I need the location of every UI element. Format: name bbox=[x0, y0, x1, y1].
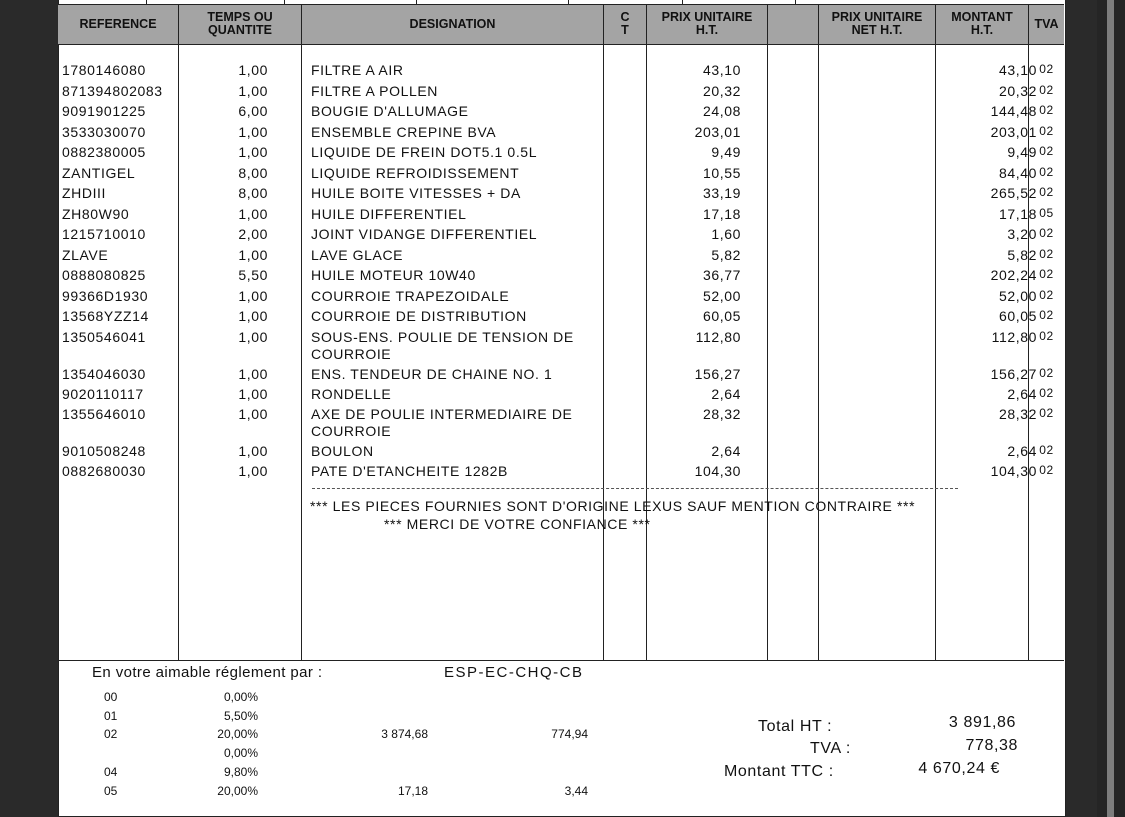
vat-row: 00 0,00% bbox=[104, 690, 258, 704]
header-tva: TVA bbox=[1034, 16, 1059, 31]
table-row: 99366D1930 1,00 COURROIE TRAPEZOIDALE 52,00 52,00 02 bbox=[62, 287, 1054, 304]
table-row: 1354046030 1,00 ENS. TENDEUR DE CHAINE NO. 1 156,27 156,27 02 bbox=[62, 366, 1054, 382]
header-amount: MONTANT H.T. bbox=[951, 10, 1013, 37]
header-net-price: PRIX UNITAIRE NET H.T. bbox=[831, 10, 923, 37]
total-ht-value: 3 891,86 bbox=[948, 714, 1016, 731]
invoice-page bbox=[58, 0, 1066, 817]
table-row: 9010508248 1,00 BOULON 2,64 2,64 02 bbox=[62, 443, 1054, 459]
table-row: 1215710010 2,00 JOINT VIDANGE DIFFERENTIEL 1,60 3,20 02 bbox=[62, 226, 1054, 242]
header-ct: C T bbox=[620, 10, 630, 37]
table-row: 871394802083 1,00 FILTRE A POLLEN 20,32 20,32 02 bbox=[62, 82, 1054, 99]
total-ht-label: Total HT : bbox=[758, 718, 833, 735]
tva-value: 778,38 bbox=[965, 737, 1018, 754]
payment-methods: ESP-EC-CHQ-CB bbox=[444, 664, 584, 681]
vat-row: 0,00% bbox=[223, 746, 258, 760]
table-row: 3533030070 1,00 ENSEMBLE CREPINE BVA 203,01 203,01 02 bbox=[62, 123, 1054, 140]
table-row: ZANTIGEL 8,00 LIQUIDE REFROIDISSEMENT 10,55 84,40 02 bbox=[62, 164, 1054, 181]
tva-label: TVA : bbox=[810, 740, 851, 757]
total-ttc-label: Montant TTC : bbox=[724, 763, 834, 780]
table-bottom-border bbox=[58, 660, 1064, 661]
total-ttc-value: 4 670,24 € bbox=[918, 760, 1000, 777]
header-designation: DESIGNATION bbox=[409, 16, 496, 31]
header-unit-price: PRIX UNITAIRE H.T. bbox=[661, 10, 753, 37]
table-row: 0882680030 1,00 PATE D'ETANCHEITE 1282B 104,30 104,30 02 bbox=[62, 463, 1054, 479]
table-row: 1350546041 1,00 SOUS-ENS. POULIE DE TENSION DE COURROIE 112,80 112,80 02 bbox=[62, 328, 1054, 362]
vat-row: 05 20,00% 17,18 3,44 bbox=[104, 784, 588, 798]
table-row: 0882380005 1,00 LIQUIDE DE FREIN DOT5.1 0.5L 9,49 9,49 02 bbox=[62, 144, 1054, 160]
origin-note: *** LES PIECES FOURNIES SONT D'ORIGINE LEXUS SAUF MENTION CONTRAIRE *** bbox=[310, 498, 916, 514]
table-row: 1355646010 1,00 AXE DE POULIE INTERMEDIAIRE DE COURROIE 28,32 28,32 02 bbox=[62, 406, 1054, 439]
scrollbar-thumb[interactable] bbox=[1107, 0, 1114, 817]
payment-label: En votre aimable réglement par : bbox=[92, 664, 323, 681]
table-row: 13568YZZ14 1,00 COURROIE DE DISTRIBUTION 60,05 60,05 02 bbox=[62, 308, 1054, 324]
header-quantity: TEMPS OU QUANTITE bbox=[207, 10, 273, 37]
table-row: 1780146080 1,00 FILTRE A AIR 43,10 43,10 02 bbox=[62, 62, 1054, 78]
table-row: ZHDIII 8,00 HUILE BOITE VITESSES + DA 33,19 265,52 02 bbox=[62, 185, 1054, 201]
vat-row: 01 5,50% bbox=[104, 709, 258, 723]
header-reference: REFERENCE bbox=[79, 16, 157, 31]
thanks-note: *** MERCI DE VOTRE CONFIANCE *** bbox=[384, 516, 651, 532]
table-row: 9020110117 1,00 RONDELLE 2,64 2,64 02 bbox=[62, 386, 1054, 402]
vat-row: 02 20,00% 3 874,68 774,94 bbox=[104, 727, 588, 741]
vat-row: 04 9,80% bbox=[104, 765, 258, 779]
separator-line bbox=[312, 488, 958, 489]
table-row: 9091901225 6,00 BOUGIE D'ALLUMAGE 24,08 144,48 02 bbox=[62, 103, 1054, 119]
table-row: ZLAVE 1,00 LAVE GLACE 5,82 5,82 02 bbox=[62, 246, 1054, 263]
table-row: 0888080825 5,50 HUILE MOTEUR 10W40 36,77 202,24 02 bbox=[62, 267, 1054, 283]
table-row: ZH80W90 1,00 HUILE DIFFERENTIEL 17,18 17,18 05 bbox=[62, 205, 1054, 222]
